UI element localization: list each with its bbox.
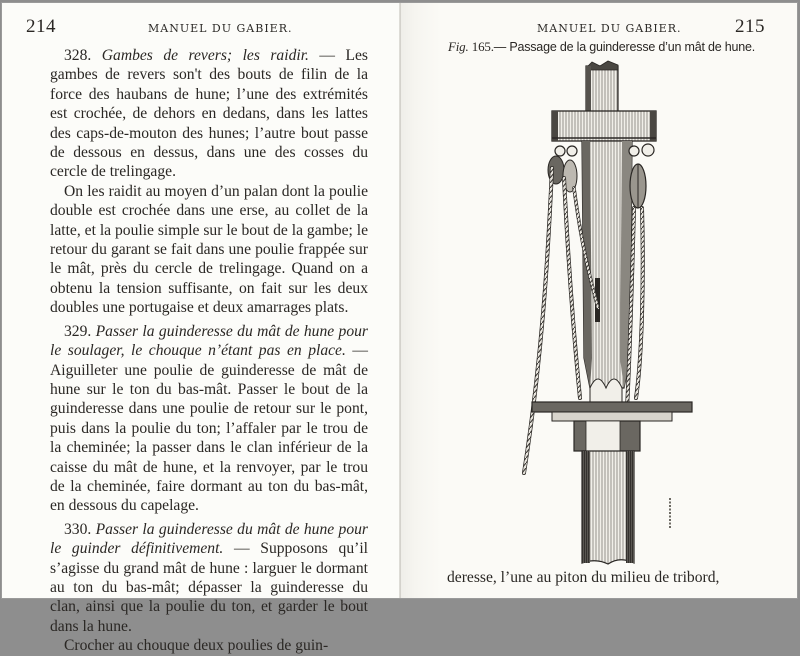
running-head-right: MANUEL DU GABIER.: [537, 22, 682, 35]
figure-label: Fig.: [448, 39, 469, 54]
section-329: [50, 322, 368, 516]
section-title: Passer la guinderesse du mât de hune pour le soulager, le chouque n’étant pas en place.: [50, 322, 368, 360]
page-number-right: 215: [735, 16, 765, 37]
section-number: 329.: [64, 322, 92, 340]
section-text: — Les gambes de revers son't des bouts de filin de la force des haubans de hune; l’une des extrémités est crochée, de dehors en dedans, dans les lattes des caps-de-mouton des hunes; l’autre bout passe de dessous en dessus, dans une des cosses du cercle de trelingage.: [50, 47, 368, 181]
lower-mast: [574, 421, 640, 564]
figure-caption-text: — Passage de la guinderesse d’un mât de hune.: [493, 40, 756, 54]
running-head-left: MANUEL DU GABIER.: [148, 22, 293, 35]
cap-block: [552, 111, 656, 141]
left-page: [2, 3, 400, 655]
paragraph: Crocher au chouque deux poulies de guin-: [64, 637, 329, 655]
section-text: — Supposons qu’il s’agisse du grand mât de hune : larguer le dormant au ton du bas-mât; dépasser la guinderesse du clan, ainsi que la poulie du ton, et garder le bout dans la hune.: [50, 540, 368, 635]
left-body-text: [50, 46, 368, 656]
figure-caption: [448, 39, 768, 55]
section-text: — Aiguilleter une poulie de guinderesse de mât de hune sur le ton du bas-mât. Passer le bout de la guinderesse dans une poulie de retour sur le pont, puis dans la poulie du ton; l’affaler par le trou de la cheminée; la passer dans le clan inférieur de la caisse du mât de hune, et la renvoyer, par le trou de la cheminée, faire dormant au ton du bas-mât, en dessous du capelage.: [50, 342, 368, 515]
page-number-left: 214: [26, 16, 56, 37]
topmast-upper: [586, 61, 618, 116]
paragraph: On les raidit au moyen d’un palan dont la poulie double est crochée dans une erse, au collet de la latte, et la poulie simple sur le bout de la gambe; le retour du garant se fait dans une poulie frappée sur le mât, près du cercle de trelingage. Quand on a obtenu la tension suffisante, on fait sur les deux doubles une portugaise et deux amarrages plats.: [50, 182, 368, 317]
section-number: 328.: [64, 47, 92, 64]
section-number: 330.: [64, 520, 92, 538]
section-title: Passer la guinderesse du mât de hune pour le guinder définitivement.: [50, 520, 368, 558]
mast-illustration: [502, 58, 722, 570]
section-328: [50, 46, 368, 182]
figure-number: 165.: [471, 39, 494, 54]
book-spread: [1, 2, 798, 655]
continuation-text: deresse, l’une au piton du milieu de tribord,: [447, 569, 720, 586]
section-330: [50, 520, 368, 636]
blocks-right: [629, 144, 654, 208]
trestle-platform: [532, 402, 692, 421]
section-title: Gambes de revers; les raidir.: [101, 47, 309, 64]
